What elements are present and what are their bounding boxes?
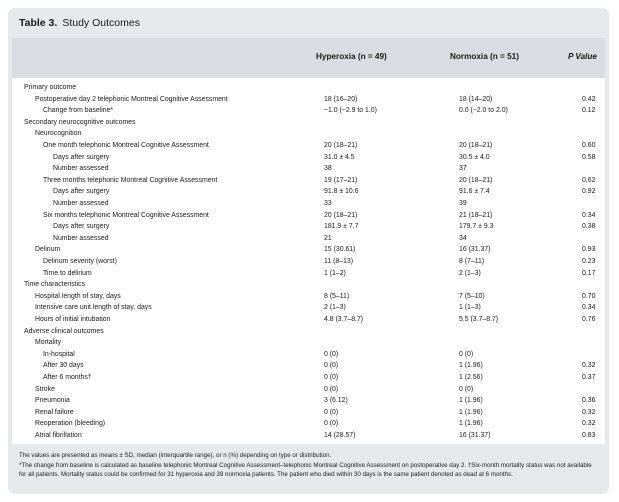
cell-normoxia: 179.7 ± 9.3 bbox=[459, 223, 494, 231]
cell-hyperoxia: 3 (6.12) bbox=[324, 397, 348, 405]
cell-normoxia: 8 (7–11) bbox=[459, 258, 485, 265]
footnote: *The change from baseline is calculated as baseline telephonic Montreal Cognitive Assessment–telephonic Montreal Cognitive Assessment on postoperative day 2. †Six-month mortality status was not available for all patients. Mortality status could be confirmed for 31 hyperoxia and 39 normoxia patients. The patient who died within 30 days is the same patient denoted as dead at 6 months. bbox=[19, 461, 592, 479]
table-row bbox=[12, 256, 605, 268]
cell-normoxia: 18 (14–20) bbox=[459, 95, 493, 103]
cell-normoxia: 0 (0) bbox=[459, 350, 474, 358]
cell-hyperoxia: 21 bbox=[324, 234, 332, 242]
table-row bbox=[12, 198, 605, 210]
header-hyperoxia: Hyperoxia (n = 49) bbox=[316, 52, 387, 61]
cell-normoxia: 1 (1.96) bbox=[459, 362, 483, 370]
cell-normoxia: 21 (18–21) bbox=[459, 211, 493, 219]
cell-p-value: 0.92 bbox=[582, 188, 596, 196]
row-label: Atrial fibrillation bbox=[35, 432, 82, 439]
cell-p-value: 0.76 bbox=[582, 316, 596, 323]
cell-hyperoxia: 20 (18–21) bbox=[324, 142, 358, 149]
row-label: Hours of initial intubation bbox=[35, 316, 111, 323]
row-label: Reoperation (bleeding) bbox=[35, 420, 106, 428]
row-label: Secondary neurocognitive outcomes bbox=[24, 118, 136, 126]
table-row bbox=[12, 326, 605, 338]
cell-hyperoxia: 14 (28.57) bbox=[324, 432, 356, 439]
cell-normoxia: 16 (31.37) bbox=[459, 432, 491, 439]
cell-p-value: 0.62 bbox=[582, 176, 596, 184]
cell-hyperoxia: 0 (0) bbox=[324, 385, 339, 393]
row-label: Primary outcome bbox=[24, 84, 77, 91]
table-row bbox=[12, 152, 605, 164]
table-row bbox=[12, 407, 605, 419]
cell-hyperoxia: 1 (1–2) bbox=[324, 269, 346, 277]
cell-hyperoxia: 0 (0) bbox=[324, 350, 339, 358]
row-label: Change from baseline* bbox=[43, 107, 114, 115]
header-p-value bbox=[568, 52, 597, 61]
cell-hyperoxia: 91.8 ± 10.6 bbox=[324, 188, 359, 196]
row-label: Number assessed bbox=[53, 234, 109, 242]
cell-normoxia: 0.0 (−2.0 to 2.0) bbox=[459, 107, 508, 115]
cell-p-value: 0.34 bbox=[582, 211, 596, 219]
cell-hyperoxia: 181.9 ± 7.7 bbox=[324, 223, 359, 231]
row-label: Pneumonia bbox=[35, 397, 70, 405]
table-row bbox=[12, 140, 605, 152]
cell-normoxia: 30.5 ± 4.0 bbox=[459, 153, 490, 161]
table-footnotes bbox=[12, 444, 605, 490]
table-row bbox=[12, 210, 605, 222]
header-normoxia: Normoxia (n = 51) bbox=[450, 52, 519, 61]
table-row bbox=[12, 163, 605, 175]
cell-normoxia: 7 (5–10) bbox=[459, 292, 485, 300]
row-label: Three months telephonic Montreal Cognitive Assessment bbox=[43, 176, 218, 184]
table-row bbox=[12, 360, 605, 372]
cell-normoxia: 2 (1–3) bbox=[459, 269, 481, 277]
row-label: Renal failure bbox=[35, 408, 74, 416]
cell-normoxia: 16 (31.37) bbox=[459, 246, 491, 254]
cell-normoxia: 34 bbox=[459, 234, 467, 242]
table-row bbox=[12, 82, 605, 94]
row-label: Six months telephonic Montreal Cognitive Assessment bbox=[43, 211, 209, 219]
row-label: Neurocognition bbox=[35, 130, 82, 138]
cell-normoxia: 5.5 (3.7–8.7) bbox=[459, 316, 499, 323]
cell-p-value: 0.34 bbox=[582, 304, 596, 312]
cell-p-value: 0.42 bbox=[582, 95, 596, 103]
table-row bbox=[12, 418, 605, 430]
cell-hyperoxia: 31.0 ± 4.5 bbox=[324, 153, 355, 161]
row-label: Stroke bbox=[35, 385, 55, 393]
cell-hyperoxia: 33 bbox=[324, 200, 332, 207]
table-body bbox=[12, 78, 605, 444]
cell-normoxia: 1 (1.96) bbox=[459, 397, 483, 405]
cell-normoxia: 20 (18–21) bbox=[459, 142, 493, 149]
cell-hyperoxia: 15 (30.61) bbox=[324, 246, 356, 254]
cell-hyperoxia: 4.8 (3.7–8.7) bbox=[324, 316, 364, 323]
table-title: Study Outcomes bbox=[62, 17, 140, 29]
row-label: Days after surgery bbox=[53, 153, 110, 161]
table-row bbox=[12, 279, 605, 291]
cell-p-value: 0.83 bbox=[582, 432, 596, 439]
table-row bbox=[12, 244, 605, 256]
table-row bbox=[12, 175, 605, 187]
table-row bbox=[12, 337, 605, 349]
cell-hyperoxia: −1.0 (−2.9 to 1.0) bbox=[324, 107, 377, 115]
table-row bbox=[12, 105, 605, 117]
cell-hyperoxia: 0 (0) bbox=[324, 362, 339, 370]
row-label: Days after surgery bbox=[53, 223, 110, 231]
cell-hyperoxia: 0 (0) bbox=[324, 420, 339, 428]
cell-normoxia: 1 (1.96) bbox=[459, 420, 483, 428]
table-title-bar bbox=[8, 8, 609, 38]
row-label: Number assessed bbox=[53, 165, 109, 173]
cell-p-value: 0.12 bbox=[582, 107, 596, 115]
row-label: One month telephonic Montreal Cognitive Assessment bbox=[43, 142, 209, 149]
cell-normoxia: 39 bbox=[459, 200, 467, 207]
row-label: Mortality bbox=[35, 339, 62, 347]
row-label: Postoperative day 2 telephonic Montreal Cognitive Assessment bbox=[35, 95, 228, 103]
cell-normoxia: 91.6 ± 7.4 bbox=[459, 188, 490, 196]
table-row bbox=[12, 430, 605, 442]
cell-hyperoxia: 38 bbox=[324, 165, 332, 173]
row-label: Hospital length of stay, days bbox=[35, 292, 121, 300]
row-label: In-hospital bbox=[43, 350, 75, 358]
cell-hyperoxia: 18 (16–20) bbox=[324, 95, 358, 103]
table-row bbox=[12, 233, 605, 245]
table-row bbox=[12, 117, 605, 129]
cell-normoxia: 20 (18–21) bbox=[459, 176, 493, 184]
table-number: Table 3. bbox=[19, 17, 58, 29]
table-row bbox=[12, 186, 605, 198]
cell-p-value: 0.23 bbox=[582, 258, 596, 265]
cell-hyperoxia: 0 (0) bbox=[324, 408, 339, 416]
row-label: Time characteristics bbox=[24, 281, 86, 289]
table-row bbox=[12, 128, 605, 140]
cell-p-value: 0.36 bbox=[582, 397, 596, 405]
table-header bbox=[12, 38, 605, 78]
table-container bbox=[8, 8, 609, 494]
cell-normoxia: 1 (1.96) bbox=[459, 408, 483, 416]
cell-hyperoxia: 19 (17–21) bbox=[324, 176, 358, 184]
cell-p-value: 0.32 bbox=[582, 408, 596, 416]
header-p-value-text: P Value bbox=[568, 52, 597, 61]
table-row bbox=[12, 314, 605, 326]
cell-p-value: 0.17 bbox=[582, 269, 596, 277]
row-label: Days after surgery bbox=[53, 188, 110, 196]
table-row bbox=[12, 221, 605, 233]
cell-p-value: 0.70 bbox=[582, 292, 596, 300]
row-label: Delirium bbox=[35, 246, 61, 254]
row-label: After 6 months† bbox=[43, 374, 92, 381]
cell-p-value: 0.32 bbox=[582, 420, 596, 428]
row-label: Time to delirium bbox=[43, 269, 92, 277]
row-label: After 30 days bbox=[43, 362, 84, 370]
footnote: The values are presented as means ± SD, median (interquartile range), or n (%) depending on type or distribution. bbox=[19, 452, 332, 459]
cell-hyperoxia: 11 (8–13) bbox=[324, 258, 353, 265]
cell-hyperoxia: 2 (1–3) bbox=[324, 304, 346, 312]
table-row bbox=[12, 384, 605, 396]
cell-p-value: 0.32 bbox=[582, 362, 596, 370]
table-row bbox=[12, 94, 605, 106]
cell-p-value: 0.60 bbox=[582, 142, 596, 149]
cell-normoxia: 0 (0) bbox=[459, 385, 474, 393]
cell-p-value: 0.38 bbox=[582, 223, 596, 231]
cell-p-value: 0.58 bbox=[582, 153, 596, 161]
cell-p-value: 0.93 bbox=[582, 246, 596, 254]
table-row bbox=[12, 372, 605, 384]
table-row bbox=[12, 302, 605, 314]
cell-normoxia: 1 (1–3) bbox=[459, 304, 481, 312]
row-label: Number assessed bbox=[53, 200, 109, 207]
row-label: Intensive care unit length of stay, days bbox=[35, 304, 152, 312]
cell-normoxia: 37 bbox=[459, 165, 467, 173]
table-row bbox=[12, 291, 605, 303]
table-row bbox=[12, 349, 605, 361]
row-label: Adverse clinical outcomes bbox=[24, 327, 104, 335]
table-row bbox=[12, 395, 605, 407]
cell-normoxia: 1 (2.56) bbox=[459, 374, 483, 381]
cell-hyperoxia: 0 (0) bbox=[324, 374, 339, 381]
cell-p-value: 0.37 bbox=[582, 374, 596, 381]
cell-hyperoxia: 8 (5–11) bbox=[324, 292, 350, 300]
table-row bbox=[12, 268, 605, 280]
cell-hyperoxia: 20 (18–21) bbox=[324, 211, 358, 219]
row-label: Delirium severity (worst) bbox=[43, 258, 117, 265]
